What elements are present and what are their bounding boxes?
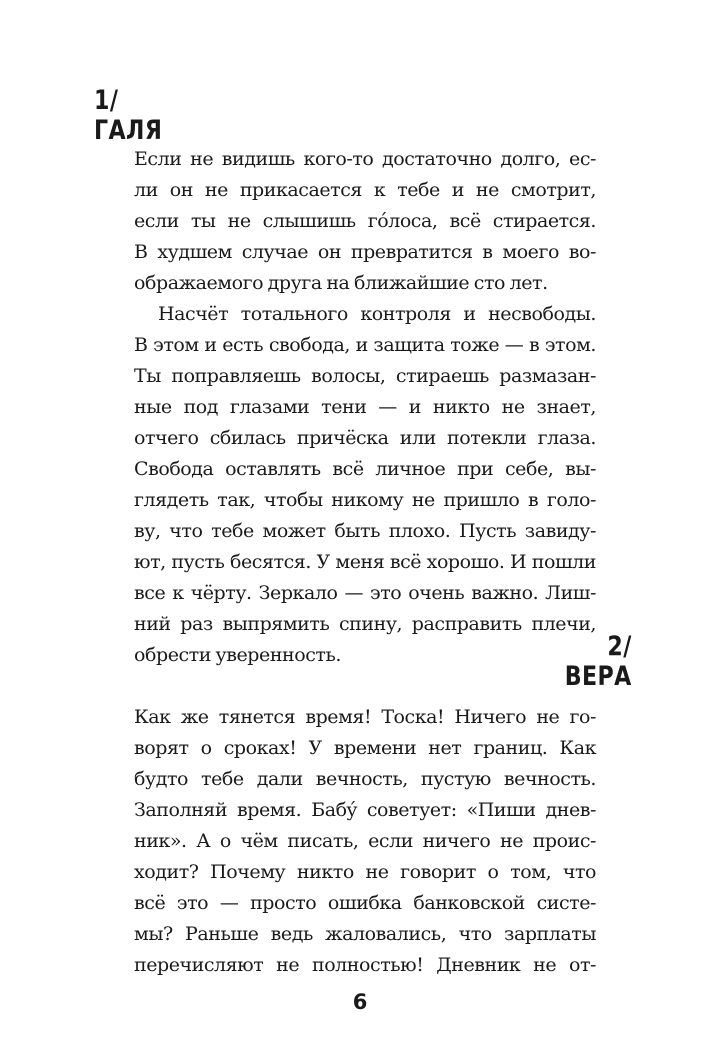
text-line: ворят о сроках! У времени нет границ. Как [134,737,596,759]
text-line: мы? Раньше ведь жаловались, что зарплаты [134,923,596,945]
text-line: ву, что тебе может быть плохо. Пусть завиду- [134,520,596,542]
text-line: ходит? Почему никто не говорит о том, что [134,861,596,883]
text-line: все к чёрту. Зеркало — это очень важно. Лиш- [134,582,596,604]
text-line: В худшем случае он превратится в моего во- [134,241,596,263]
text-line: Если не видишь кого-то достаточно долго, ес- [134,148,596,170]
text-line: если ты не слышишь гóлоса, всё стирается. [134,210,596,232]
chapter-heading-vera [565,632,632,692]
text-line: перечисляют не полностью! Дневник не от- [134,954,596,976]
chapter-name: ГАЛЯ [94,115,163,146]
text-line: ли он не прикасается к тебе и не смотрит, [134,179,596,201]
text-line: ные под глазами тени — и никто не знает, [134,396,596,418]
text-line: глядеть так, чтобы никому не пришло в голо- [134,489,596,511]
chapter-name: ВЕРА [564,661,632,692]
paragraph-block-vera [134,702,596,981]
text-line: всё это — просто ошибка банковской систе- [134,892,596,914]
text-line: В этом и есть свобода, и защита тоже — в этом. [134,334,596,356]
text-line: отчего сбилась причёска или потекли глаза. [134,427,596,449]
chapter-heading-galya [94,86,162,146]
text-line: Свобода оставлять всё личное при себе, вы- [134,458,596,480]
text-line: Как же тянется время! Тоска! Ничего не го- [134,706,596,728]
text-line: ник». А о чём писать, если ничего не проис- [134,830,596,852]
text-line: Заполняй время. Бабý советует: «Пиши днев- [134,799,596,821]
page-number: 6 [352,990,368,1014]
text-line: ний раз выпрямить спину, расправить плечи, [134,613,596,635]
chapter-number: 2/ [607,631,632,662]
chapter-number: 1/ [94,85,119,116]
text-line: ображаемого друга на ближайшие сто лет. [134,272,548,294]
text-line: будто тебе дали вечность, пустую вечность. [134,768,596,790]
text-line: обрести уверенность. [134,644,341,666]
paragraph-block-galya [134,144,596,671]
text-line: Ты поправляешь волосы, стираешь размазан- [134,365,596,387]
text-line: Насчёт тотального контроля и несвободы. [158,303,596,325]
text-line: ют, пусть бесятся. У меня всё хорошо. И пошли [134,551,596,573]
